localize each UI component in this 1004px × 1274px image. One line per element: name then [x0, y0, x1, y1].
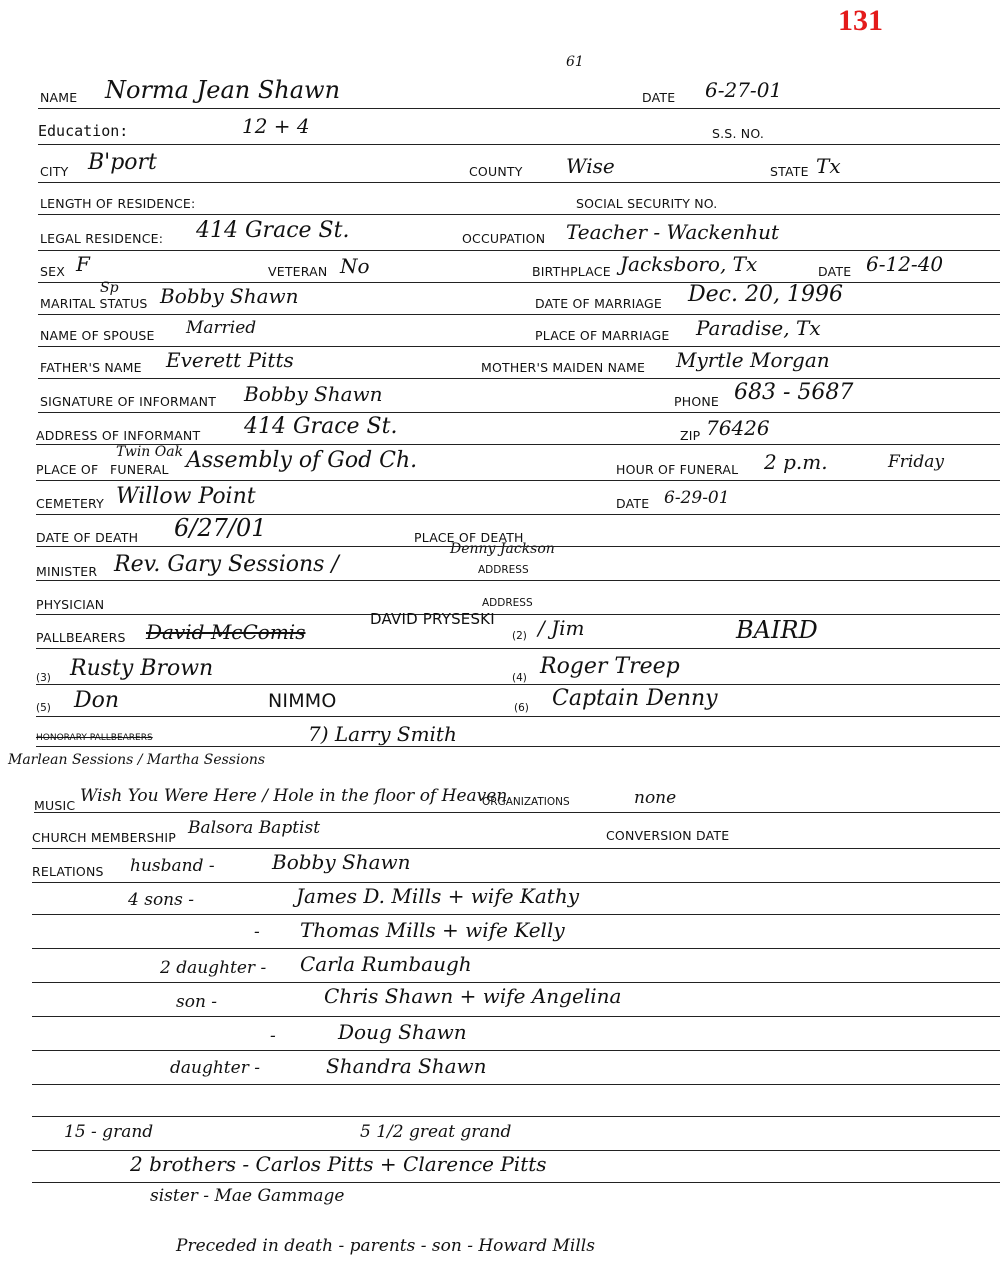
rule-12: [36, 480, 1000, 481]
rule-5: [38, 250, 1000, 251]
rule-25: [32, 948, 1000, 949]
address-of-informant-value: 414 Grace St.: [244, 414, 398, 439]
state-label: STATE: [770, 164, 809, 179]
pallbearer-5-number: (5): [36, 702, 51, 714]
grandchildren: 15 - grand: [64, 1122, 154, 1142]
rule-29: [32, 1084, 1000, 1085]
date-label: DATE: [642, 90, 676, 105]
signature-label: SIGNATURE OF INFORMANT: [40, 394, 217, 409]
rule-18: [36, 684, 1000, 685]
rule-20: [36, 746, 1000, 747]
birth-date-value: 6-12-40: [866, 252, 944, 276]
sister: sister - Mae Gammage: [150, 1186, 345, 1206]
signature-value: Bobby Shawn: [244, 382, 383, 406]
relation-6-type: -: [270, 1026, 276, 1046]
social-security-label: SOCIAL SECURITY NO.: [576, 196, 718, 211]
county-value: Wise: [566, 154, 615, 178]
pallbearer-1-struck: David McComis: [146, 620, 306, 644]
city-label: CITY: [40, 164, 69, 179]
place-of-death-label: PLACE OF DEATH: [414, 530, 524, 545]
cemetery-label: CEMETERY: [36, 496, 104, 511]
organizations-label: ORGANIZATIONS: [482, 796, 570, 808]
relation-7-type: daughter -: [170, 1058, 260, 1078]
rule-2: [38, 144, 1000, 145]
place-of-funeral-label-b: FUNERAL: [110, 462, 169, 477]
date-of-marriage-label: DATE OF MARRIAGE: [535, 296, 663, 311]
page-number: 131: [838, 4, 883, 37]
mothers-maiden-name-label: MOTHER'S MAIDEN NAME: [481, 360, 646, 375]
veteran-value: No: [340, 254, 370, 278]
sex-value: F: [76, 252, 90, 276]
pallbearer-2-prefix: / Jim: [538, 616, 585, 640]
burial-date-value: 6-29-01: [664, 488, 730, 508]
rule-15: [36, 580, 1000, 581]
cemetery-value: Willow Point: [116, 484, 256, 509]
rule-17: [36, 648, 1000, 649]
phone-label: PHONE: [674, 394, 720, 409]
honorary-pallbearers-struck: HONORARY PALLBEARERS: [36, 733, 153, 743]
relation-7-names: Shandra Shawn: [326, 1054, 487, 1078]
mothers-maiden-name-value: Myrtle Morgan: [676, 348, 830, 372]
minister-value: Rev. Gary Sessions /: [114, 552, 339, 577]
rule-1: [38, 108, 1000, 109]
rule-14: [36, 546, 1000, 547]
physician-address-label: ADDRESS: [482, 597, 533, 609]
rule-23: [32, 882, 1000, 883]
birthplace-label: BIRTHPLACE: [532, 264, 611, 279]
rule-3: [38, 182, 1000, 183]
rule-7: [38, 314, 1000, 315]
pallbearer-2: BAIRD: [736, 616, 818, 644]
pallbearer-6: Captain Denny: [552, 686, 718, 711]
minister-label: MINISTER: [36, 564, 98, 579]
rule-10: [38, 412, 1000, 413]
rule-24: [32, 914, 1000, 915]
occupation-label: OCCUPATION: [462, 231, 546, 246]
relation-2-type: 4 sons -: [128, 890, 194, 910]
minister-address-label: ADDRESS: [478, 564, 529, 576]
preceded-in-death: Preceded in death - parents - son - Howard Mills: [176, 1236, 595, 1256]
rule-4: [38, 214, 1000, 215]
physician-label: PHYSICIAN: [36, 597, 105, 612]
place-of-funeral-label-a: PLACE OF: [36, 462, 99, 477]
place-of-funeral-value: Assembly of God Ch.: [186, 448, 418, 473]
relations-label: RELATIONS: [32, 864, 104, 879]
legal-residence-label: LEGAL RESIDENCE:: [40, 231, 164, 246]
rule-27: [32, 1016, 1000, 1017]
pallbearers-label: PALLBEARERS: [36, 630, 126, 645]
pallbearer-4-number: (4): [512, 672, 527, 684]
date-of-marriage-value: Dec. 20, 1996: [688, 282, 843, 307]
name-of-spouse-value: Married: [186, 318, 257, 338]
phone-value: 683 - 5687: [734, 380, 854, 405]
rule-16: [36, 614, 1000, 615]
fathers-name-label: FATHER'S NAME: [40, 360, 142, 375]
rule-32: [32, 1182, 1000, 1183]
brothers: 2 brothers - Carlos Pitts + Clarence Pitts: [130, 1152, 547, 1176]
education-value: 12 + 4: [242, 114, 310, 138]
pallbearer-1: DAVID PRYSESKI: [370, 610, 495, 628]
marital-status-label: MARITAL STATUS: [40, 296, 148, 311]
veteran-label: VETERAN: [268, 264, 328, 279]
education-label: Education:: [38, 122, 129, 140]
birth-date-label: DATE: [818, 264, 852, 279]
church-membership-label: CHURCH MEMBERSHIP: [32, 830, 177, 845]
rule-8: [38, 346, 1000, 347]
date-value: 6-27-01: [705, 78, 783, 102]
relation-1-names: Bobby Shawn: [272, 850, 411, 874]
rule-31: [32, 1150, 1000, 1151]
place-of-death-value: Denny Jackson: [450, 541, 555, 557]
fathers-name-value: Everett Pitts: [166, 348, 294, 372]
pallbearer-4: Roger Treep: [540, 654, 680, 679]
city-value: B'port: [88, 150, 157, 175]
pallbearer-5-prefix: Don: [74, 688, 120, 713]
marital-status-overwrite: Sp: [100, 280, 119, 296]
relation-3-names: Thomas Mills + wife Kelly: [300, 918, 565, 942]
state-value: Tx: [816, 154, 841, 178]
marital-status-value: Bobby Shawn: [160, 284, 299, 308]
relation-3-type: -: [254, 922, 260, 942]
pallbearer-5: NIMMO: [268, 690, 337, 712]
organizations-value: none: [634, 788, 677, 808]
great-grandchildren: 5 1/2 great grand: [360, 1122, 512, 1142]
rule-6: [38, 282, 1000, 283]
relation-5-type: son -: [176, 992, 218, 1012]
rule-30: [32, 1116, 1000, 1117]
place-of-marriage-value: Paradise, Tx: [696, 316, 821, 340]
place-of-funeral-overwrite: Twin Oak: [116, 444, 184, 460]
hour-of-funeral-value: 2 p.m.: [764, 450, 828, 474]
music-label: MUSIC: [34, 798, 76, 813]
rule-19: [36, 716, 1000, 717]
relation-4-names: Carla Rumbaugh: [300, 952, 472, 976]
burial-date-label: DATE: [616, 496, 650, 511]
rule-22: [32, 848, 1000, 849]
length-of-residence-label: LENGTH OF RESIDENCE:: [40, 196, 196, 211]
birthplace-value: Jacksboro, Tx: [620, 252, 758, 276]
zip-label: ZIP: [680, 428, 701, 443]
sex-label: SEX: [40, 264, 65, 279]
relation-6-names: Doug Shawn: [338, 1020, 467, 1044]
pallbearer-3: Rusty Brown: [70, 656, 214, 681]
ssno-label: S.S. NO.: [712, 126, 765, 141]
hour-of-funeral-label: HOUR OF FUNERAL: [616, 462, 739, 477]
rule-21: [34, 812, 1000, 813]
date-of-death-value: 6/27/01: [174, 514, 267, 542]
rule-26: [32, 982, 1000, 983]
pallbearer-7: 7) Larry Smith: [308, 722, 457, 746]
pallbearer-2-number: (2): [512, 630, 527, 642]
legal-residence-value: 414 Grace St.: [196, 218, 350, 243]
rule-9: [38, 378, 1000, 379]
church-membership-value: Balsora Baptist: [188, 818, 321, 838]
occupation-value: Teacher - Wackenhut: [566, 220, 780, 244]
relation-1-type: husband -: [130, 856, 215, 876]
relation-4-type: 2 daughter -: [160, 958, 267, 978]
music-value: Wish You Were Here / Hole in the floor of Heaven: [80, 786, 508, 806]
funeral-day: Friday: [888, 452, 944, 472]
relation-5-names: Chris Shawn + wife Angelina: [324, 984, 622, 1008]
relation-2-names: James D. Mills + wife Kathy: [296, 884, 579, 908]
rule-28: [32, 1050, 1000, 1051]
pallbearer-3-number: (3): [36, 672, 51, 684]
zip-value: 76426: [706, 416, 770, 440]
number-mark: 61: [566, 54, 584, 70]
name-value: Norma Jean Shawn: [105, 76, 341, 104]
date-of-death-label: DATE OF DEATH: [36, 530, 139, 545]
name-label: NAME: [40, 90, 78, 105]
place-of-marriage-label: PLACE OF MARRIAGE: [535, 328, 670, 343]
pallbearer-6-number: (6): [514, 702, 529, 714]
address-of-informant-label: ADDRESS OF INFORMANT: [36, 428, 201, 443]
county-label: COUNTY: [469, 164, 523, 179]
conversion-date-label: CONVERSION DATE: [606, 828, 730, 843]
name-of-spouse-label: NAME OF SPOUSE: [40, 328, 155, 343]
margin-note: Marlean Sessions / Martha Sessions: [8, 752, 266, 768]
